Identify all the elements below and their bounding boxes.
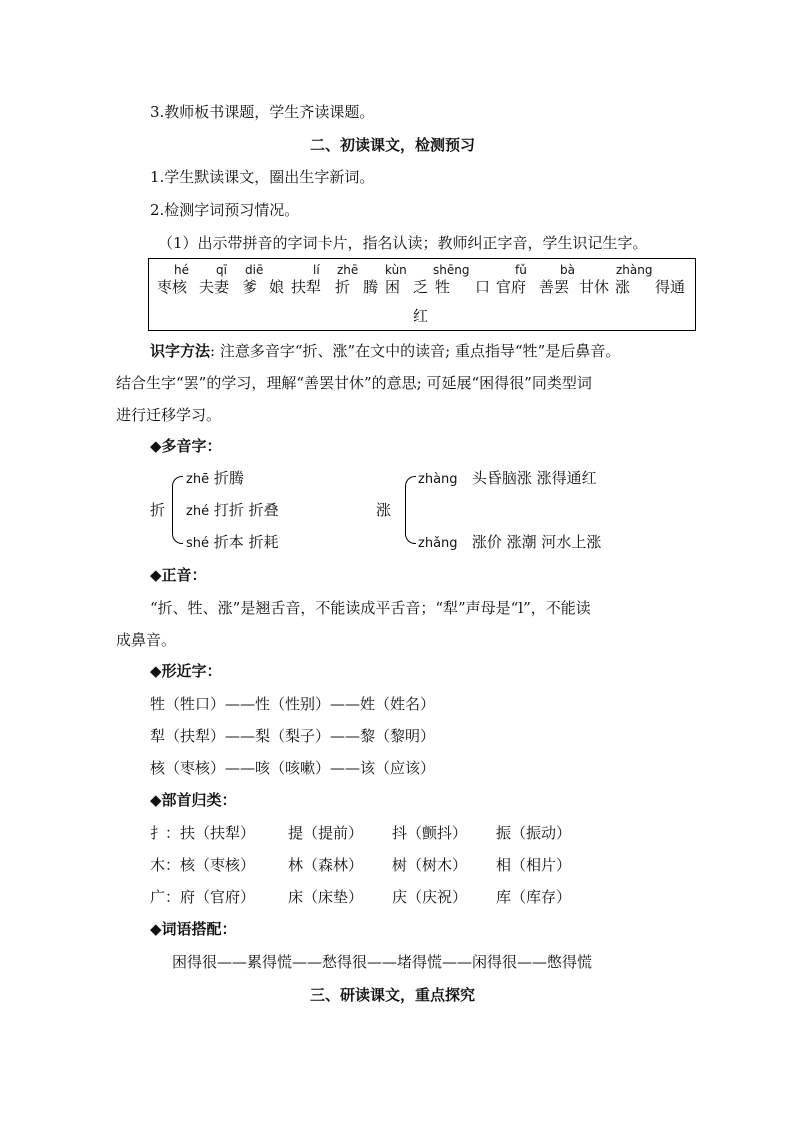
intro-line: 3.教师板书课题，学生齐读课题。 — [150, 103, 375, 121]
radical-cell: 库（库存） — [496, 888, 572, 906]
pinyin: hé — [174, 263, 189, 277]
method-label: 识字方法 — [150, 342, 211, 360]
card-word: 困 — [385, 278, 401, 296]
pinyin: fǔ — [515, 263, 527, 277]
section-title: 二、初读课文，检测预习 — [310, 136, 476, 154]
card-word: 红 — [413, 307, 429, 325]
pinyin: kùn — [385, 263, 407, 277]
pinyin: shēng — [433, 263, 470, 277]
collocation-line: 困得很——累得慌——愁得很——堵得慌——闲得很——憋得慌 — [172, 953, 593, 971]
radical-cell: 树（树木） — [392, 856, 468, 874]
step-2-sub: （1）出示带拼音的字词卡片，指名认读；教师纠正字音，学生识记生字。 — [158, 234, 648, 252]
polyphone-char-zhe: 折 — [150, 501, 166, 519]
radical-cell: 相（相片） — [496, 856, 572, 874]
card-word: 官府 — [496, 278, 527, 296]
collocation-heading: ◆词语搭配： — [150, 920, 237, 938]
pronunciation-line-1: “折、牲、涨”是翘舌音，不能读成平舌音；“犁”声母是“l”，不能读 — [150, 599, 591, 617]
radical-cell: 床（床垫） — [288, 888, 364, 906]
pronunciation-line-2: 成鼻音。 — [116, 631, 177, 649]
polyphone-item: zhǎng 涨价 涨潮 河水上涨 — [418, 533, 602, 551]
card-word: 涨 — [615, 278, 631, 296]
pinyin: diē — [245, 263, 264, 277]
polyphone-char-zhang: 涨 — [376, 501, 392, 519]
pinyin: zhē — [337, 263, 359, 277]
card-word: 折 — [335, 278, 351, 296]
pinyin: lí — [313, 263, 320, 277]
word-card — [148, 258, 696, 331]
polyphone-item: zhē 折腾 — [186, 469, 244, 487]
radical-cell: 庆（庆祝） — [392, 888, 468, 906]
card-word: 爹 — [242, 278, 258, 296]
radical-cell: 林（森林） — [288, 856, 364, 874]
similar-heading: ◆形近字： — [150, 662, 222, 680]
card-word: 扶犁 — [291, 278, 322, 296]
brace-zhang — [405, 476, 416, 544]
step-1: 1.学生默读课文，圈出生字新词。 — [150, 168, 375, 186]
radical-cell: 提（提前） — [288, 824, 364, 842]
radical-cell: 广：府（官府） — [150, 888, 256, 906]
card-word: 夫妻 — [199, 278, 230, 296]
pinyin: qī — [216, 263, 227, 277]
polyphone-item: zhé 打折 折叠 — [186, 501, 279, 519]
method-line-3: 进行迁移学习。 — [116, 406, 222, 424]
method-line — [150, 341, 620, 361]
card-word: 得通 — [655, 278, 686, 296]
card-word: 乏 — [413, 278, 429, 296]
card-word: 娘 — [269, 278, 285, 296]
similar-line: 犁（扶犁）——梨（梨子）——黎（黎明） — [150, 727, 436, 745]
polyphone-item: zhàng 头昏脑涨 涨得通红 — [418, 469, 597, 487]
radical-cell: 抖（颤抖） — [392, 824, 468, 842]
card-word: 牲 — [435, 278, 451, 296]
radicals-heading: ◆部首归类： — [150, 791, 237, 809]
method-text: : 注意多音字“折、涨”在文中的读音; 重点指导“牲”是后鼻音。 — [210, 342, 621, 360]
step-2: 2.检测字词预习情况。 — [150, 201, 300, 219]
card-word: 腾 — [363, 278, 379, 296]
radical-cell: 振（振动） — [496, 824, 572, 842]
card-word: 枣核 — [157, 278, 188, 296]
radical-cell: 木：核（枣核） — [150, 856, 256, 874]
card-word: 口 — [475, 278, 491, 296]
pronunciation-heading: ◆正音： — [150, 566, 207, 584]
pinyin: bà — [560, 263, 575, 277]
card-word: 甘休 — [579, 278, 610, 296]
card-word: 善罢 — [539, 278, 570, 296]
method-line-2: 结合生字“罢”的学习，理解“善罢甘休”的意思; 可延展“困得很”同类型词 — [116, 374, 592, 392]
similar-line: 核（枣核）——咳（咳嗽）——该（应该） — [150, 759, 436, 777]
pinyin: zhàng — [616, 263, 653, 277]
section-title: 三、研读课文，重点探究 — [310, 986, 476, 1004]
radical-cell: 扌：扶（扶犁） — [150, 824, 256, 842]
polyphone-heading: ◆多音字： — [150, 437, 222, 455]
similar-line: 牲（牲口）——性（性别）——姓（姓名） — [150, 695, 436, 713]
polyphone-item: shé 折本 折耗 — [186, 533, 279, 551]
brace-zhe — [172, 476, 183, 544]
